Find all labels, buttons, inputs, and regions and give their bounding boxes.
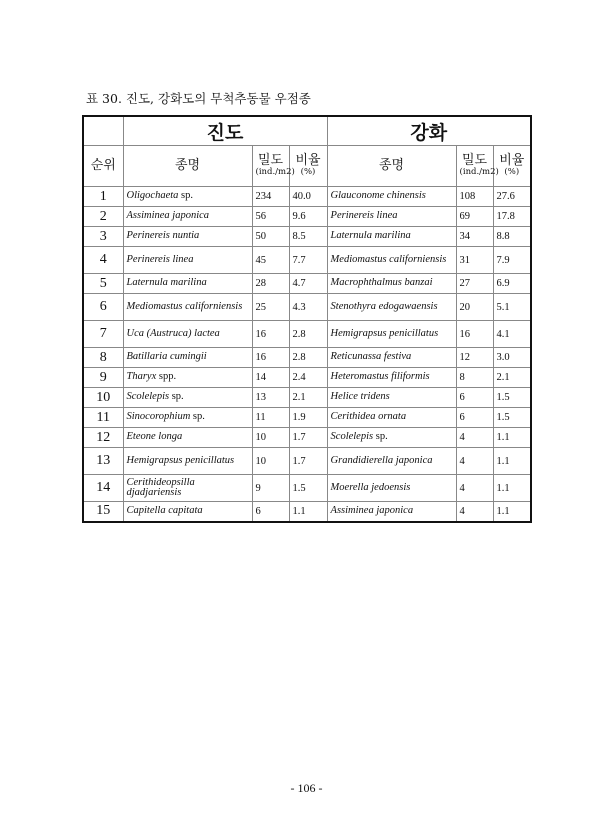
rank-header	[83, 146, 123, 187]
ganghwa-density-cell: 6	[456, 388, 493, 408]
jindo-density-cell: 9	[252, 475, 289, 502]
species-name: Perinereis nuntia	[126, 230, 200, 242]
jindo-species-cell	[123, 227, 252, 247]
density-header-unit: (ind./m2)	[255, 167, 295, 178]
table-row	[83, 348, 531, 368]
ganghwa-ratio-cell: 1.5	[493, 408, 531, 428]
ratio-header-label: 비율	[499, 153, 525, 169]
table-row	[83, 448, 531, 475]
table-row	[83, 388, 531, 408]
jindo-density-cell: 28	[252, 274, 289, 294]
species-name: Scolelepis	[126, 391, 170, 403]
species-name: Sinocorophium	[126, 411, 191, 423]
table-row	[83, 247, 531, 274]
rank-cell: 14	[83, 475, 123, 502]
ganghwa-species-cell	[327, 502, 456, 522]
jindo-ratio-cell: 7.7	[289, 247, 327, 274]
jindo-ratio-cell: 2.1	[289, 388, 327, 408]
species-name: Mediomastus californiensis	[126, 300, 243, 312]
table-row	[83, 227, 531, 247]
rank-cell: 9	[83, 368, 123, 388]
species-name: Perinereis linea	[126, 253, 194, 265]
jindo-density-cell: 45	[252, 247, 289, 274]
rank-cell: 13	[83, 448, 123, 475]
ganghwa-ratio-cell: 2.1	[493, 368, 531, 388]
ratio-header	[493, 146, 531, 187]
species-name: Helice tridens	[330, 391, 390, 403]
species-name: Batillaria cumingii	[126, 351, 207, 363]
table-row	[83, 294, 531, 321]
jindo-species-cell	[123, 428, 252, 448]
jindo-density-cell: 11	[252, 408, 289, 428]
ganghwa-ratio-cell: 6.9	[493, 274, 531, 294]
ratio-header	[289, 146, 327, 187]
species-suffix: sp.	[190, 411, 205, 423]
species-name: Assiminea japonica	[330, 505, 414, 516]
species-suffix: spp.	[156, 371, 177, 383]
ganghwa-species-cell	[327, 428, 456, 448]
ganghwa-species-cell	[327, 348, 456, 368]
ganghwa-ratio-cell: 1.1	[493, 475, 531, 502]
ganghwa-species-cell	[327, 368, 456, 388]
table-row	[83, 475, 531, 502]
jindo-species-cell	[123, 294, 252, 321]
species-name: Grandidierella japonica	[330, 454, 433, 466]
rank-cell: 5	[83, 274, 123, 294]
table-row	[83, 274, 531, 294]
ganghwa-species-cell	[327, 475, 456, 502]
ganghwa-ratio-cell: 27.6	[493, 187, 531, 207]
ganghwa-density-cell: 8	[456, 368, 493, 388]
jindo-ratio-cell: 8.5	[289, 227, 327, 247]
jindo-density-cell: 16	[252, 348, 289, 368]
jindo-density-cell: 13	[252, 388, 289, 408]
ganghwa-ratio-cell: 1.5	[493, 388, 531, 408]
rank-cell: 12	[83, 428, 123, 448]
ganghwa-species-cell	[327, 321, 456, 348]
species-name: Laternula marilina	[126, 277, 207, 289]
ganghwa-density-cell: 16	[456, 321, 493, 348]
table-row	[83, 368, 531, 388]
jindo-ratio-cell: 1.7	[289, 448, 327, 475]
jindo-density-cell: 25	[252, 294, 289, 321]
jindo-species-cell	[123, 321, 252, 348]
species-name: Macrophthalmus banzai	[330, 277, 433, 289]
ganghwa-ratio-cell: 1.1	[493, 502, 531, 522]
jindo-density-cell: 56	[252, 207, 289, 227]
jindo-species-cell	[123, 247, 252, 274]
species-header-label: 종명	[174, 157, 201, 173]
density-header-label: 밀도	[257, 153, 284, 169]
jindo-ratio-cell: 4.7	[289, 274, 327, 294]
jindo-ratio-cell: 9.6	[289, 207, 327, 227]
species-name: Reticunassa festiva	[330, 351, 412, 363]
jindo-ratio-cell: 4.3	[289, 294, 327, 321]
table-row	[83, 321, 531, 348]
rank-cell: 15	[83, 502, 123, 522]
ganghwa-species-cell	[327, 294, 456, 321]
ganghwa-density-cell: 31	[456, 247, 493, 274]
jindo-species-cell	[123, 502, 252, 522]
ganghwa-density-cell: 27	[456, 274, 493, 294]
dominant-species-table	[82, 115, 532, 523]
species-name: Uca (Austruca) lactea	[126, 327, 220, 339]
ganghwa-density-cell: 4	[456, 428, 493, 448]
jindo-density-cell: 10	[252, 448, 289, 475]
species-name: Hemigrapsus penicillatus	[330, 327, 439, 339]
jindo-density-cell: 234	[252, 187, 289, 207]
ganghwa-species-cell	[327, 227, 456, 247]
species-name: Moerella jedoensis	[330, 481, 411, 493]
jindo-density-cell: 14	[252, 368, 289, 388]
rank-cell: 1	[83, 187, 123, 207]
jindo-species-cell	[123, 207, 252, 227]
species-name: Stenothyra edogawaensis	[330, 300, 438, 312]
ganghwa-ratio-cell: 17.8	[493, 207, 531, 227]
ganghwa-density-cell: 4	[456, 502, 493, 522]
ganghwa-species-cell	[327, 207, 456, 227]
jindo-species-cell	[123, 475, 252, 502]
table-row	[83, 187, 531, 207]
jindo-ratio-cell: 1.7	[289, 428, 327, 448]
jindo-ratio-cell: 2.4	[289, 368, 327, 388]
species-suffix: sp.	[373, 431, 388, 443]
jindo-species-cell	[123, 274, 252, 294]
species-name: Capitella capitata	[126, 505, 203, 516]
species-name: Cerithideopsilla djadjariensis	[126, 476, 195, 498]
ganghwa-ratio-cell: 1.1	[493, 448, 531, 475]
rank-cell: 3	[83, 227, 123, 247]
ratio-header-unit: (%)	[504, 167, 520, 178]
ganghwa-ratio-cell: 4.1	[493, 321, 531, 348]
jindo-species-cell	[123, 408, 252, 428]
species-name: Tharyx	[126, 371, 157, 383]
ganghwa-density-cell: 20	[456, 294, 493, 321]
page-number: - 106 -	[290, 781, 323, 795]
species-suffix: sp.	[178, 190, 193, 202]
ganghwa-ratio-cell: 1.1	[493, 428, 531, 448]
ratio-header-unit: (%)	[300, 167, 316, 178]
empty-corner	[83, 116, 123, 146]
ganghwa-density-cell: 34	[456, 227, 493, 247]
jindo-ratio-cell: 40.0	[289, 187, 327, 207]
table-row	[83, 207, 531, 227]
jindo-species-cell	[123, 368, 252, 388]
species-name: Cerithidea ornata	[330, 411, 407, 423]
jindo-density-cell: 6	[252, 502, 289, 522]
ganghwa-density-cell: 4	[456, 448, 493, 475]
jindo-ratio-cell: 2.8	[289, 348, 327, 368]
table-row	[83, 502, 531, 522]
table-caption: 표 30. 진도, 강화도의 무척추동물 우점종	[86, 91, 311, 106]
table-row	[83, 408, 531, 428]
rank-cell: 10	[83, 388, 123, 408]
species-name: Heteromastus filiformis	[330, 371, 430, 383]
ganghwa-density-cell: 69	[456, 207, 493, 227]
site-header-ganghwa: 강화	[327, 116, 531, 146]
jindo-ratio-cell: 1.9	[289, 408, 327, 428]
species-header	[123, 146, 252, 187]
species-suffix: sp.	[169, 391, 184, 403]
rank-header-label: 순위	[90, 157, 116, 173]
species-header	[327, 146, 456, 187]
species-name: Hemigrapsus penicillatus	[126, 454, 235, 466]
jindo-ratio-cell: 1.5	[289, 475, 327, 502]
ganghwa-ratio-cell: 3.0	[493, 348, 531, 368]
species-name: Scolelepis	[330, 431, 374, 443]
species-name: Laternula marilina	[330, 230, 411, 242]
rank-cell: 4	[83, 247, 123, 274]
ganghwa-species-cell	[327, 187, 456, 207]
jindo-ratio-cell: 2.8	[289, 321, 327, 348]
ratio-header-label: 비율	[295, 153, 321, 169]
ganghwa-species-cell	[327, 408, 456, 428]
rank-cell: 6	[83, 294, 123, 321]
ganghwa-density-cell: 4	[456, 475, 493, 502]
density-header-label: 밀도	[461, 153, 488, 169]
species-name: Perinereis linea	[330, 210, 398, 222]
ganghwa-density-cell: 12	[456, 348, 493, 368]
jindo-density-cell: 50	[252, 227, 289, 247]
species-name: Mediomastus californiensis	[330, 253, 447, 265]
ganghwa-ratio-cell: 5.1	[493, 294, 531, 321]
site-header-jindo: 진도	[123, 116, 327, 146]
rank-cell: 7	[83, 321, 123, 348]
jindo-species-cell	[123, 388, 252, 408]
species-name: Assiminea japonica	[126, 210, 210, 222]
ganghwa-density-cell: 108	[456, 187, 493, 207]
table-row	[83, 428, 531, 448]
jindo-species-cell	[123, 348, 252, 368]
species-name: Eteone longa	[126, 431, 183, 443]
density-header	[456, 146, 499, 187]
species-name: Oligochaeta	[126, 190, 179, 202]
species-name: Glauconome chinensis	[330, 190, 426, 202]
rank-cell: 2	[83, 207, 123, 227]
jindo-density-cell: 10	[252, 428, 289, 448]
ganghwa-species-cell	[327, 247, 456, 274]
rank-cell: 8	[83, 348, 123, 368]
ganghwa-ratio-cell: 8.8	[493, 227, 531, 247]
jindo-density-cell: 16	[252, 321, 289, 348]
ganghwa-species-cell	[327, 274, 456, 294]
ganghwa-ratio-cell: 7.9	[493, 247, 531, 274]
ganghwa-species-cell	[327, 388, 456, 408]
rank-cell: 11	[83, 408, 123, 428]
jindo-ratio-cell: 1.1	[289, 502, 327, 522]
jindo-species-cell	[123, 448, 252, 475]
jindo-species-cell	[123, 187, 252, 207]
ganghwa-species-cell	[327, 448, 456, 475]
density-header-unit: (ind./m2)	[459, 167, 499, 178]
ganghwa-density-cell: 6	[456, 408, 493, 428]
species-header-label: 종명	[378, 157, 405, 173]
density-header	[252, 146, 295, 187]
